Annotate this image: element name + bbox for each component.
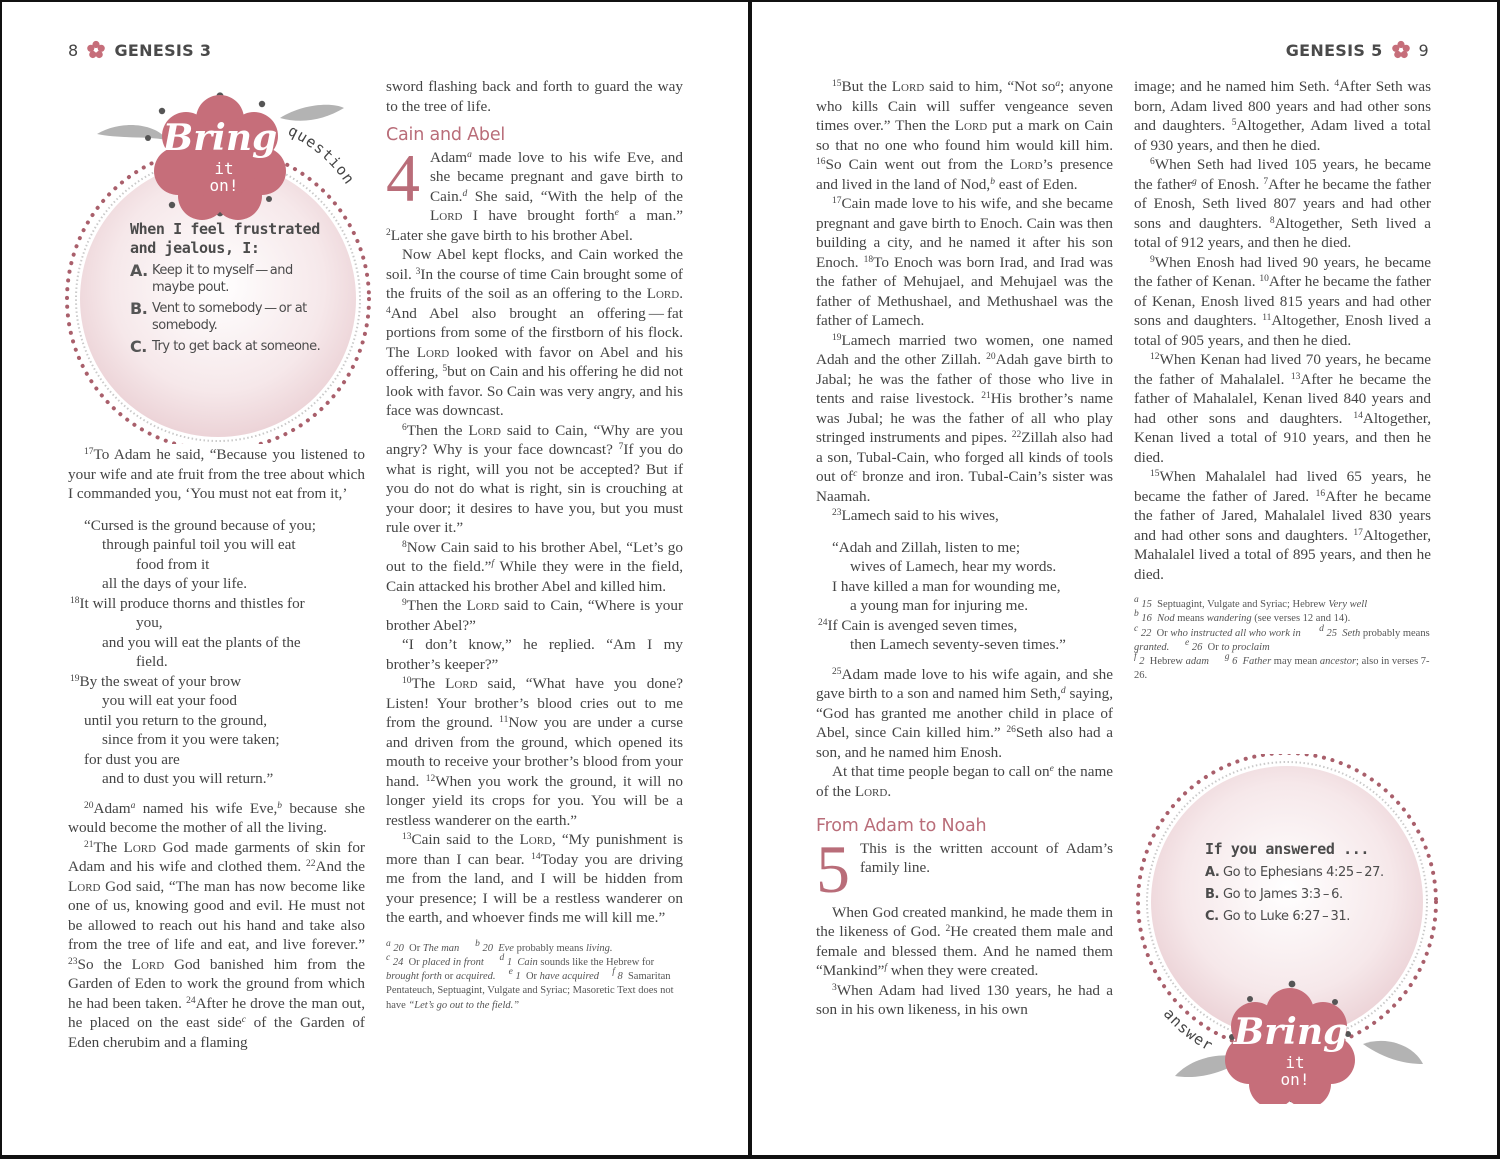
chapter-number: 5 (816, 830, 850, 907)
footnote: $^d$ 25 Seth probably means granted. (1134, 623, 1430, 653)
footnote: $^d$ 1 Cain sounds like the Hebrew for brought forth or acquired. (386, 952, 655, 983)
footnote: $^f$ 8 Samaritan Pentateuch, Septuagint, Vulgate and Syriac; Masoretic Text does not have “Let’s go out to the field.” (386, 967, 674, 1011)
svg-text:on!: on! (209, 176, 239, 195)
verse-paragraph: $^{20}$Adam$^a$ named his wife Eve,$^b$ because she would become the mother of all the living. (68, 799, 365, 836)
section-heading: From Adam to Noah (816, 816, 987, 836)
question-option-c: C. Try to get back at someone. (130, 337, 321, 356)
verse-paragraph: $^{15}$But the Lord said to him, “Not so$^a$; anyone who kills Cain will suffer vengeance seven times over.” Then the Lord put a mark on Cain so that no one who found him would kill him. $^{16}$So Cain went out from the Lord’s presence and lived in the land of Nod,$^b$ east of Eden. (816, 78, 1114, 193)
verse-paragraph: sword flashing back and forth to guard the way to the tree of life. (386, 78, 683, 115)
footnote: $^c$ 22 Or who instructed all who work in (1134, 623, 1301, 639)
leaf-icon (280, 105, 344, 121)
left-page-column-1 (68, 445, 365, 1052)
verse-paragraph: $^{12}$When Kenan had lived 70 years, he became the father of Mahalalel. $^{13}$After he became the father of Mahalalel, Kenan lived 840 years and had other sons and daughters. $^{14}$Altogether, Kenan lived a total of 910 years, and then he died. (1134, 351, 1431, 466)
running-head-left (68, 40, 211, 60)
running-head-right (1286, 40, 1429, 60)
section-heading: Cain and Abel (386, 125, 506, 145)
verse-paragraph: $^{21}$The Lord God made garments of skin for Adam and his wife and clothed them. $^{22}$And the Lord God said, “The man has now become like one of us, knowing good and evil. He must not be allowed to reach out his hand and take also from the tree of life and eat, and live forever.” $^{23}$So the Lord God banished him from the Garden of Eden to work the ground from which he had been taken. $^{24}$After he drove the man out, he placed on the east side$^c$ of the Garden of Eden cherubim and a flaming (68, 838, 365, 1051)
footnote: $^b$ 20 Eve probably means living. (475, 938, 613, 954)
footnote: $^b$ 16 Nod means wandering (see verses 12 and 14). (1134, 609, 1351, 625)
svg-text:on!: on! (1280, 1070, 1310, 1089)
svg-text:it: it (1285, 1053, 1305, 1072)
verse-paragraph: $^8$Now Cain said to his brother Abel, “Let’s go out to the field.”$^f$ While they were in the field, Cain attacked his brother Abel and killed him. (386, 538, 683, 595)
poetry-block: “Adah and Zillah, listen to me; wives of Lamech, hear my words. I have killed a man for wounding me, a young man for injuring me. $^{24}$If Cain is avenged seven times, then Lamech seventy-seven times.” (818, 538, 1066, 653)
book-chapter-title: GENESIS 3 (114, 40, 212, 60)
answer-option-c: C. Go to Luke 6:27 – 31. (1205, 909, 1350, 924)
chapter-opening: 4 Adam$^a$ made love to his wife Eve, and she became pregnant and gave birth to Cain.$^d$ She said, “With the help of the Lord I have brought forth$^e$ a man.” $^2$Later she gave birth to his brother Abel. (386, 139, 683, 244)
verse-paragraph: $^{15}$When Mahalalel had lived 65 years, he became the father of Jared. $^{16}$After he became the father of Jared, Mahalalel lived 830 years and had other sons and daughters. $^{17}$Altogether, Mahalalel lived a total of 895 years, and then he died. (1134, 468, 1432, 583)
question-option-a: A. Keep it to myself — and maybe pout. (130, 261, 293, 295)
chapter-number: 4 (386, 139, 420, 216)
question-option-b: B. Vent to somebody — or at somebody. (130, 299, 307, 333)
footnote: $^f$ 2 Hebrew adam (1134, 652, 1209, 668)
verse-paragraph: $^{19}$Lamech married two women, one named Adah and the other Zillah. $^{20}$Adah gave birth to Jabal; he was the father of those who live in tents and raise livestock. $^{21}$His brother’s name was Jubal; he was the father of all who play stringed instruments and pipes. $^{22}$Zillah also had a son, Tubal-Cain, who forged all kinds of tools out of$^c$ bronze and iron. Tubal-Cain’s sister was Naamah. (816, 331, 1113, 505)
answer-badge (1135, 754, 1445, 1104)
footnote: $^a$ 15 Septuagint, Vulgate and Syriac; Hebrew Very well (1134, 595, 1368, 610)
answer-text (1205, 840, 1395, 925)
flower-icon (1391, 40, 1411, 60)
verse-paragraph: $^6$When Seth had lived 105 years, he became the father$^g$ of Enosh. $^7$After he became the father of Enosh, Seth lived 807 years and had other sons and daughters. $^8$Altogether, Seth lived a total of 912 years, and then he died. (1134, 156, 1432, 251)
svg-text:it: it (214, 159, 234, 178)
page-number: 8 (68, 40, 79, 60)
verse-paragraph: $^{23}$Lamech said to his wives, (832, 507, 999, 524)
svg-text:Bring: Bring (162, 117, 278, 159)
footnote: $^e$ 1 Or have acquired (508, 967, 600, 983)
answer-option-a: A. Go to Ephesians 4:25 – 27. (1205, 865, 1384, 880)
answer-option-b: B. Go to James 3:3 – 6. (1205, 887, 1343, 902)
verse-paragraph: At that time people began to call on$^e$ the name of the Lord. (816, 763, 1113, 800)
poetry-block: “Cursed is the ground because of you; through painful toil you will eat food from it all the days of your life. $^{18}$It will produce thorns and thistles for you, and you will eat the plants of the field. $^{19}$By the sweat of your brow you will eat your food until you return to the ground, since from it you were taken; for dust you are and to dust you will return.” (70, 516, 316, 787)
svg-text:Bring: Bring (1233, 1011, 1349, 1053)
verse-paragraph: $^{17}$To Adam he said, “Because you listened to your wife and ate fruit from the tree about which I commanded you, ‘You must not eat from it,’ (68, 446, 365, 502)
verse-paragraph: “I don’t know,” he replied. “Am I my brother’s keeper?” (386, 636, 683, 673)
leaf-icon (1363, 1041, 1423, 1064)
book-chapter-title: GENESIS 5 (1285, 40, 1383, 60)
chapter-opening: 5 This is the written account of Adam’s family line. (816, 830, 1113, 907)
right-page (752, 2, 1497, 1155)
svg-text:answer: answer (1159, 1004, 1217, 1055)
question-prompt: When I feel frustrated and jealous, I: (130, 220, 320, 257)
verse-paragraph: $^9$Then the Lord said to Cain, “Where is your brother Abel?” (386, 597, 684, 634)
footnote: $^c$ 24 Or placed in front (386, 952, 484, 968)
leaf-icon (97, 125, 167, 140)
left-page-column-2 (386, 77, 683, 1013)
right-page-column-1 (816, 77, 1113, 1020)
verse-paragraph: $^3$When Adam had lived 130 years, he had a son in his own likeness, in his own (816, 981, 1113, 1018)
verse-paragraph: When God created mankind, he made them in the likeness of God. $^2$He created them male and female and blessed them. And he named them “Mankind”$^f$ when they were created. (816, 903, 1114, 979)
footnote: $^e$ 26 Or to proclaim (1185, 637, 1270, 653)
footnotes (386, 938, 683, 1013)
badge-graphic (1135, 754, 1445, 1104)
flower-icon (86, 40, 106, 60)
verse-paragraph: $^{13}$Cain said to the Lord, “My punishment is more than I can bear. $^{14}$Today you are driving me from the land, and I will be hidden from your presence; I will be a restless wanderer on the earth, and whoever finds me will kill me.” (386, 831, 683, 926)
verse-paragraph: image; and he named him Seth. $^4$After Seth was born, Adam lived 800 years and had other sons and daughters. $^5$Altogether, Adam lived a total of 930 years, and then he died. (1134, 78, 1431, 154)
question-text (130, 220, 330, 355)
left-page (2, 2, 748, 1155)
footnotes (1134, 595, 1431, 684)
footnote: $^g$ 6 Father may mean ancestor; also in verses 7-26. (1134, 652, 1430, 682)
verse-paragraph: $^{17}$Cain made love to his wife, and she became pregnant and gave birth to Enoch. Cain was then building a city, and he named it after his son Enoch. $^{18}$To Enoch was born Irad, and Irad was the father of Mehujael, and Mehujael was the father of Methushael, and Methushael was the father of Lamech. (816, 195, 1113, 329)
verse-paragraph: $^{10}$The Lord said, “What have you done? Listen! Your brother’s blood cries out to me from the ground. $^{11}$Now you are under a curse and driven from the ground, which opened its mouth to receive your brother’s blood from your hand. $^{12}$When you work the ground, it will no longer yield its crops for you. You will be a restless wanderer on the earth.” (386, 675, 683, 829)
right-page-column-2 (1134, 77, 1431, 684)
verse-paragraph: $^6$Then the Lord said to Cain, “Why are you angry? Why is your face downcast? $^7$If you do what is right, will you not be accepted? But if you do not do what is right, sin is crouching at your door; it desires to have you, but you must rule over it.” (386, 421, 684, 536)
question-badge (62, 74, 374, 444)
page-number: 9 (1418, 40, 1429, 60)
verse-paragraph: $^{25}$Adam made love to his wife again, and she gave birth to a son and named him Seth,$^d$ saying, “God has granted me another child in place of Abel, since Cain killed him.” $^{26}$Seth also had a son, and he named him Enosh. (816, 665, 1114, 761)
verse-paragraph: $^9$When Enosh had lived 90 years, he became the father of Kenan. $^{10}$After he became the father of Kenan, Enosh lived 815 years and had other sons and daughters. $^{11}$Altogether, Enosh lived a total of 905 years, and then he died. (1134, 253, 1431, 349)
verse-paragraph: Now Abel kept flocks, and Cain worked the soil. $^3$In the course of time Cain brought some of the fruits of the soil as an offering to the Lord. $^4$And Abel also brought an offering — fat portions from some of the firstborn of his flock. The Lord looked with favor on Abel and his offering, $^5$but on Cain and his offering he did not look with favor. So Cain was very angry, and his face was downcast. (386, 246, 683, 419)
answer-prompt: If you answered ... (1205, 840, 1369, 858)
svg-text:question: question (285, 121, 359, 188)
footnote: $^a$ 20 Or The man (386, 938, 460, 954)
